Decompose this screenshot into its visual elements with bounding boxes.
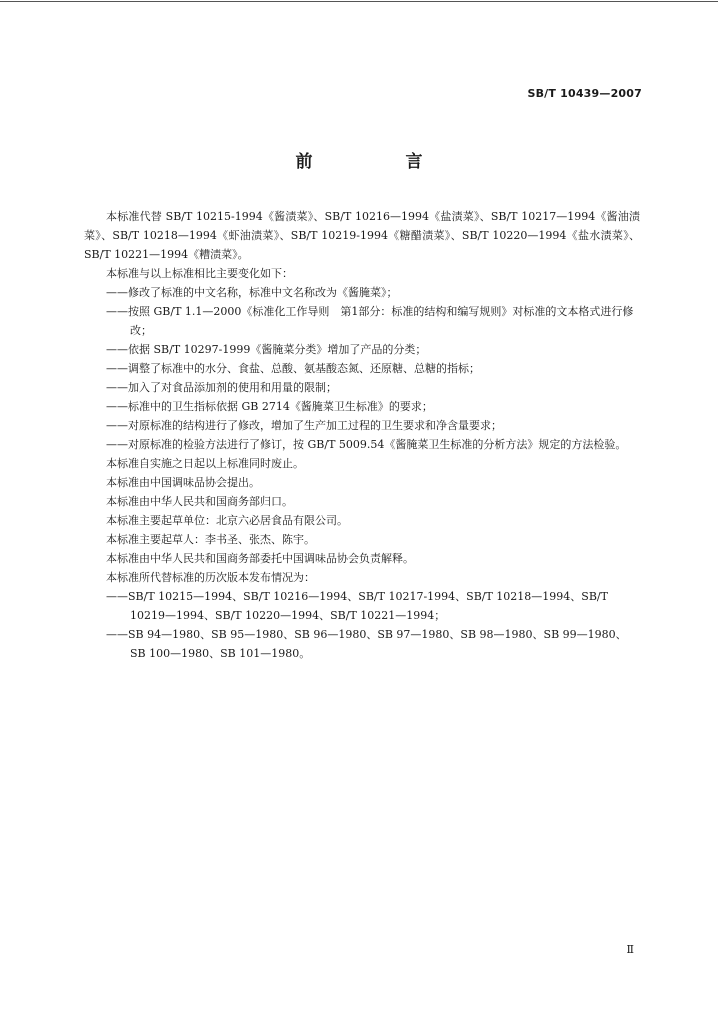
- document-body: [84, 207, 640, 663]
- paragraph-replaced-standards: 本标准代替 SB/T 10215-1994《酱渍菜》、SB/T 10216—1994《盐渍菜》、SB/T 10217—1994《酱油渍菜》、SB/T 10218—1994《虾油渍菜》、SB/T 10219-1994《糖醋渍菜》、SB/T 10220—1994《盐水渍菜》、SB/T 10221—1994《糟渍菜》。: [84, 210, 640, 261]
- list-item: ——对原标准的检验方法进行了修订，按 GB/T 5009.54《酱腌菜卫生标准的分析方法》规定的方法检验。: [106, 438, 627, 451]
- list-item: ——SB/T 10215—1994、SB/T 10216—1994、SB/T 10217-1994、SB/T 10218—1994、SB/T 10219—1994、SB/T 10220—1994、SB/T 10221—1994；: [106, 590, 608, 622]
- paragraph-drafting-unit: 本标准主要起草单位：北京六必居食品有限公司。: [106, 514, 348, 527]
- top-border-line: [0, 1, 718, 2]
- paragraph-history-intro: 本标准所代替标准的历次版本发布情况为：: [106, 571, 315, 584]
- paragraph-interpretation: 本标准由中华人民共和国商务部委托中国调味品协会负责解释。: [106, 552, 414, 565]
- paragraph-administrator: 本标准由中华人民共和国商务部归口。: [106, 495, 293, 508]
- paragraph-proposer: 本标准由中国调味品协会提出。: [106, 476, 260, 489]
- standard-code: SB/T 10439—2007: [527, 87, 642, 100]
- paragraph-abolish: 本标准自实施之日起以上标准同时废止。: [106, 457, 304, 470]
- list-item: ——SB 94—1980、SB 95—1980、SB 96—1980、SB 97—1980、SB 98—1980、SB 99—1980、SB 100—1980、SB 101—1980。: [106, 628, 627, 660]
- page-number: Ⅱ: [626, 943, 634, 956]
- list-item: ——调整了标准中的水分、食盐、总酸、氨基酸态氮、还原糖、总糖的指标；: [106, 362, 480, 375]
- list-item: ——修改了标准的中文名称，标准中文名称改为《酱腌菜》；: [106, 286, 398, 299]
- paragraph-drafters: 本标准主要起草人：李书圣、张杰、陈宇。: [106, 533, 315, 546]
- list-item: ——加入了对食品添加剂的使用和用量的限制；: [106, 381, 337, 394]
- list-item: ——按照 GB/T 1.1—2000《标准化工作导则 第1部分：标准的结构和编写规则》对标准的文本格式进行修改；: [106, 305, 634, 337]
- list-item: ——对原标准的结构进行了修改，增加了生产加工过程的卫生要求和净含量要求；: [106, 419, 502, 432]
- paragraph-changes-intro: 本标准与以上标准相比主要变化如下：: [106, 267, 293, 280]
- list-item: ——依据 SB/T 10297-1999《酱腌菜分类》增加了产品的分类；: [106, 343, 427, 356]
- list-item: ——标准中的卫生指标依据 GB 2714《酱腌菜卫生标准》的要求；: [106, 400, 433, 413]
- page-title: 前 言: [295, 152, 461, 172]
